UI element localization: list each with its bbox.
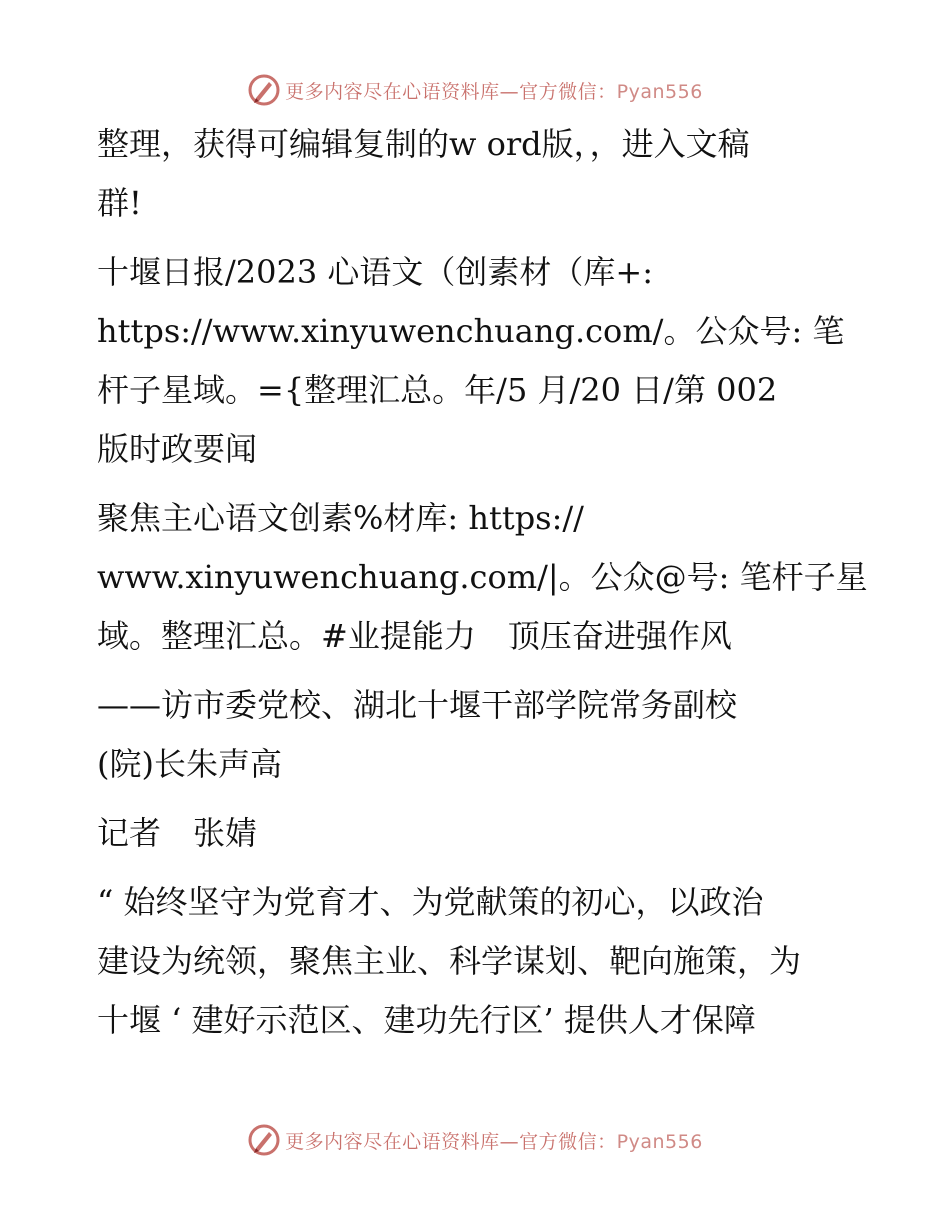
paragraph-subtitle [97,676,857,794]
pen-logo-icon [247,73,281,107]
text-line: 十堰 ‘ 建好示范区、建功先行区’ 提供人才保障 [97,1001,756,1039]
watermark-text: 更多内容尽在心语资料库—官方微信：Pyan556 [285,80,703,103]
paragraph-body [97,873,857,1050]
text-line: 记者 张婧 [97,814,258,852]
text-line: 十堰日报/2023 心语文（创素材（库+: [97,253,653,291]
text-line: 整理，获得可编辑复制的w ord版，，进入文稿 [97,125,750,163]
text-line: 聚焦主心语文创素%材库: https:// [97,499,584,537]
paragraph-3 [97,489,868,666]
text-line: 建设为统领，聚焦主业、科学谋划、靶向施策，为 [97,942,802,980]
text-line: 版时政要闻 [97,430,258,468]
text-line: 群! [97,184,142,222]
watermark-text: 更多内容尽在心语资料库—官方微信：Pyan556 [285,1130,703,1153]
document-body [97,115,868,1060]
text-line: “ 始终坚守为党育才、为党献策的初心，以政治 [97,883,764,921]
pen-logo-icon [247,1123,281,1157]
watermark-banner-top [0,70,950,110]
text-line: www.xinyuwenchuang.com/|。公众@号: 笔杆子星 [97,558,868,596]
paragraph-byline [97,804,857,863]
text-line: https://www.xinyuwenchuang.com/。公众号: 笔 [97,312,845,350]
text-line: (院)长朱声高 [97,745,282,783]
paragraph-2 [97,243,857,479]
text-line: 杆子星域。={整理汇总。年/5 月/20 日/第 002 [97,371,778,409]
watermark-banner-bottom [0,1120,950,1160]
text-line: ——访市委党校、湖北十堰干部学院常务副校 [97,686,738,724]
text-line: 域。整理汇总。#业提能力 顶压奋进强作风 [97,617,732,655]
paragraph-1 [97,115,857,233]
